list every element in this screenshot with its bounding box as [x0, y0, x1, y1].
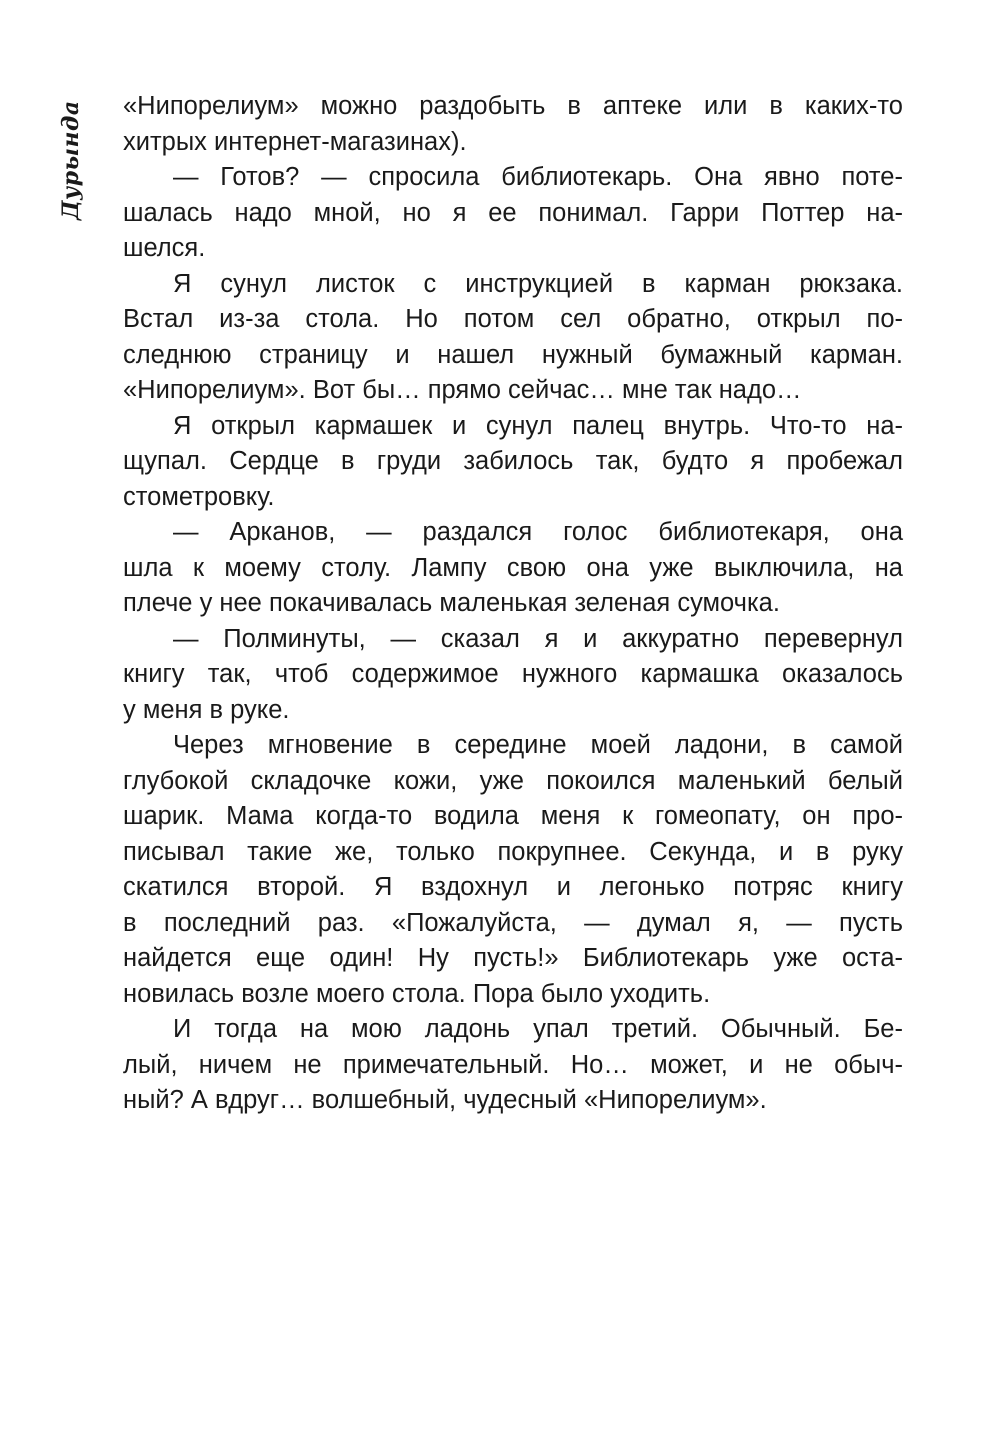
- text-line: найдется еще один! Ну пусть!» Библиотекарь уже оста-: [123, 944, 903, 972]
- body-text: [123, 89, 903, 1119]
- text-line: стометровку.: [123, 482, 275, 511]
- text-line: Через мгновение в середине моей ладони, в самой: [173, 731, 903, 759]
- text-line: шарик. Мама когда-то водила меня к гомеопату, он про-: [123, 802, 903, 830]
- text-line: книгу так, чтоб содержимое нужного кармашка оказалось: [123, 660, 903, 688]
- text-line: ный? А вдруг… волшебный, чудесный «Нипорелиум».: [123, 1086, 767, 1114]
- text-line: «Нипорелиум» можно раздобыть в аптеке или в каких-то: [123, 92, 903, 120]
- text-line: «Нипорелиум». Вот бы… прямо сейчас… мне так надо…: [123, 376, 802, 404]
- paragraph: [123, 267, 903, 409]
- text-line: — Готов? — спросила библиотекарь. Она явно поте-: [173, 163, 903, 191]
- text-line: в последний раз. «Пожалуйста, — думал я, — пусть: [123, 908, 903, 937]
- text-line: у меня в руке.: [123, 695, 290, 724]
- text-line: Я открыл кармашек и сунул палец внутрь. Что-то на-: [173, 411, 903, 440]
- text-line: — Полминуты, — сказал я и аккуратно перевернул: [173, 624, 903, 653]
- paragraph: [123, 160, 903, 267]
- paragraph: [123, 728, 903, 1012]
- paragraph: [123, 515, 903, 622]
- text-line: Встал из-за стола. Но потом сел обратно, открыл по-: [123, 305, 903, 333]
- paragraph: [123, 89, 903, 160]
- text-line: лый, ничем не примечательный. Но… может, и не обыч-: [123, 1050, 903, 1079]
- text-line: щупал. Сердце в груди забилось так, будто я пробежал: [123, 447, 903, 475]
- text-line: писывал такие же, только покрупнее. Секунда, и в руку: [123, 837, 903, 866]
- text-line: И тогда на мою ладонь упал третий. Обычный. Бе-: [173, 1015, 903, 1043]
- text-line: скатился второй. Я вздохнул и легонько потряс книгу: [123, 873, 903, 901]
- paragraph: [123, 622, 903, 729]
- text-line: новилась возле моего стола. Пора было уходить.: [123, 979, 711, 1008]
- text-line: следнюю страницу и нашел нужный бумажный карман.: [123, 340, 903, 369]
- text-line: шалась надо мной, но я ее понимал. Гарри Поттер на-: [123, 198, 903, 227]
- text-line: Я сунул листок с инструкцией в карман рюкзака.: [173, 269, 903, 298]
- text-line: хитрых интернет-магазинах).: [123, 127, 467, 156]
- text-line: шла к моему столу. Лампу свою она уже выключила, на: [123, 553, 903, 582]
- text-line: плече у нее покачивалась маленькая зеленая сумочка.: [123, 589, 780, 617]
- paragraph: [123, 1012, 903, 1119]
- text-line: шелся.: [123, 234, 206, 262]
- paragraph: [123, 409, 903, 516]
- text-line: глубокой складочке кожи, уже покоился маленький белый: [123, 766, 903, 795]
- text-line: — Арканов, — раздался голос библиотекаря, она: [173, 518, 903, 546]
- running-head: Дурында: [58, 100, 84, 220]
